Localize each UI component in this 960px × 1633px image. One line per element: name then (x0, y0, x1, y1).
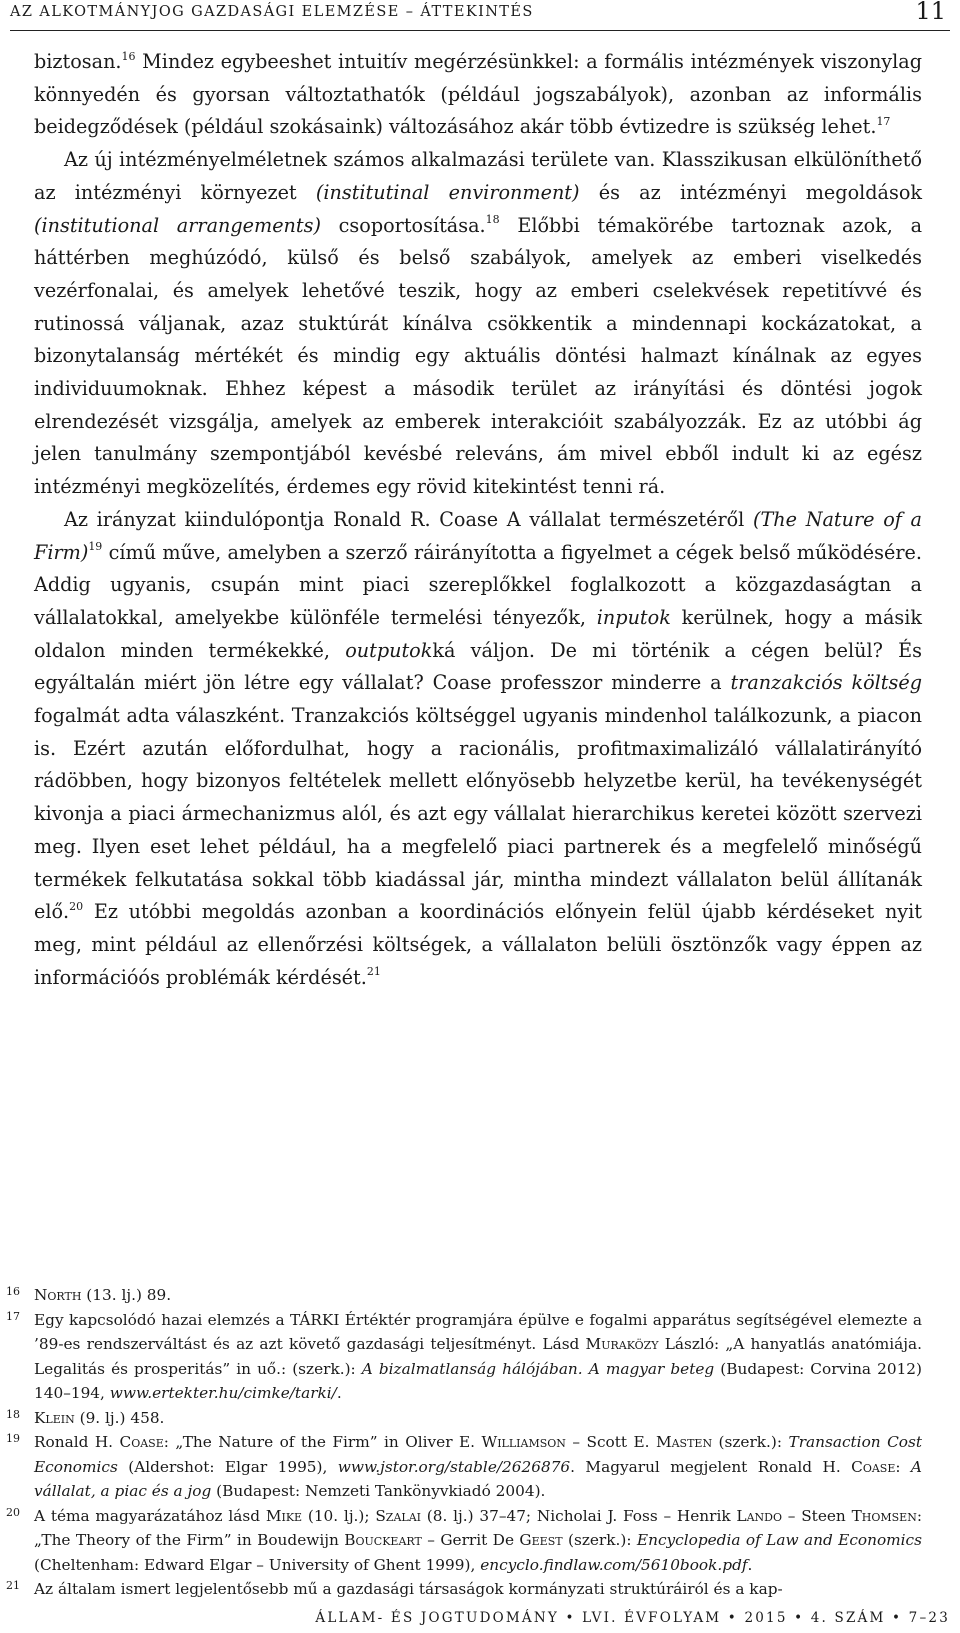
author-name: Williamson (481, 1433, 566, 1451)
text-run: (9. lj.) 458. (74, 1408, 165, 1427)
footnote-16 (6, 1283, 922, 1308)
author-name: Klein (34, 1408, 75, 1427)
footnote-ref-21[interactable]: 21 (366, 965, 381, 979)
text-run: . Magyarul megjelent Ronald H. (570, 1457, 852, 1476)
text-run: : „The Theory of the Firm” in Boudewijn (34, 1506, 922, 1549)
author-name: Coase (119, 1433, 164, 1451)
text-run: Ez utóbbi megoldás azonban a koordinációs előnyein felül újabb kérdéseket nyit meg, mint például az ellenőrzési költségek, a vállalaton belüli ösztönzők vagy éppen az információós problémák kérdését. (34, 900, 922, 989)
text-run: ká váljon. De mi történik a cégen belül? És egyáltalán miért jön létre egy vállalat? Coase professzor minderre a (34, 638, 922, 695)
footnote-number: 20 (6, 1505, 20, 1519)
text-run: Az általam ismert legjelentősebb mű a gazdasági társaságok kormányzati struktúráiról és a kap- (34, 1580, 783, 1598)
italic-term: inputok (596, 605, 671, 629)
text-run: – Gerrit De (421, 1531, 520, 1549)
italic-title: Transaction Cost Economics (34, 1433, 922, 1476)
text-run: (szerk.): (562, 1531, 637, 1549)
text-run: (Budapest: Nemzeti Tankönyvkiadó 2004). (211, 1482, 546, 1500)
italic-term: (institutinal environment) (315, 180, 580, 204)
text-run: (Cheltenham: Edward Elgar – University of Ghent 1999), (34, 1555, 481, 1574)
text-run: (szerk.): (712, 1433, 789, 1451)
italic-title: (The Nature of a Firm) (34, 507, 922, 564)
text-run: A téma magyarázatához lásd (34, 1506, 266, 1525)
footnote-ref-19[interactable]: 19 (88, 540, 103, 554)
author-name: Bouckeart (344, 1531, 422, 1549)
running-head-title: AZ ALKOTMÁNYJOG GAZDASÁGI ELEMZÉSE – ÁTTEKINTÉS (10, 4, 534, 20)
footnote-ref-18[interactable]: 18 (485, 213, 500, 227)
text-run: : „The Nature of the Firm” in Oliver E. (163, 1433, 482, 1451)
text-run: Az új intézményelméletnek számos alkalmazási területe van. Klasszikusan elkülöníthető az intézményi környezet (34, 148, 922, 204)
footnote-ref-17[interactable]: 17 (876, 115, 891, 129)
paragraph-3 (34, 504, 922, 995)
text-run: (Budapest: Corvina 2012) 140–194, (34, 1359, 922, 1402)
footnote-ref-16[interactable]: 16 (121, 49, 136, 63)
author-name: North (34, 1286, 82, 1304)
italic-title: A bizalmatlanság hálójában. A magyar beteg (361, 1359, 715, 1378)
footnote-number: 19 (6, 1432, 20, 1445)
text-run: és az intézményi megoldások (579, 180, 923, 204)
text-run: László: „A hanyatlás anatómiája. Legalitás és prosperitás” in uő.: (szerk.): (34, 1335, 922, 1378)
italic-title: Encyclopedia of Law and Economics (636, 1531, 922, 1549)
footnotes (6, 1283, 922, 1602)
text-run: (8. lj.) 37–47; Nicholai J. Foss – Henrik (421, 1506, 737, 1525)
running-foot: ÁLLAM- ÉS JOGTUDOMÁNY • LVI. ÉVFOLYAM • 2015 • 4. SZÁM • 7–23 (315, 1610, 950, 1626)
text-run: – Steen (782, 1506, 852, 1525)
author-name: Szalai (375, 1506, 421, 1525)
footnote-17 (6, 1308, 922, 1406)
author-name: Coase (851, 1457, 896, 1476)
author-name: Thomsen (851, 1506, 917, 1525)
text-run: Az irányzat kiindulópontja Ronald R. Coase A vállalat természetéről (64, 507, 754, 531)
italic-title: A vállalat, a piac és a jog (34, 1457, 922, 1500)
text-run: csoportosítása. (320, 213, 486, 237)
italic-term: tranzakciós költség (730, 671, 922, 695)
text-run: Egy kapcsolódó hazai elemzés a TÁRKI Értéktér programjára épülve e fogalmi apparátus segítségével elemezte a ’89-es rendszerváltást és az azt követő gazdasági teljesítményt. Lásd (34, 1310, 922, 1353)
paragraph-2 (34, 144, 922, 504)
text-run: Előbbi témakörébe tartoznak azok, a háttérben meghúzódó, külső és belső szabályok, amelyek az emberi viselkedés vezérfonalai, és amelyek lehetővé teszik, hogy az emberi cselekvések repetitívvé és rutinossá váljanak, azaz stuktúrát kínálva csökkentik a mindennapi kockázatokat, a bizonytalanság mértékét és mindig egy aktuális döntési halmazt kínálnak az egyes individuumoknak. Ehhez képest a második terület az irányítási és döntési jogok elrendezését vizsgálja, amelyek az emberek interakcióit szabályozzák. Ez az utóbbi ág jelen tanulmány szempontjából kevésbé releváns, ám mivel ebből indult ki az egész intézményi megközelítés, érdemes egy rövid kitekintést tenni rá. (34, 213, 923, 499)
text-run: fogalmát adta válaszként. Tranzakciós költséggel ugyanis mindenhol találkozunk, a piacon is. Ezért azután előfordulhat, hogy a racionális, profitmaximalizáló vállalatirányító rádöbben, hogy bizonyos feltételek mellett előnyösebb helyzetbe kerül, ha tevékenységét kivonja a piaci ármechanizmus alól, és azt egy vállalat hierarchikus keretei között szervezi meg. Ilyen eset lehet például, ha a megfelelő piaci partnerek és a megfelelő minőségű termékek felkutatása sokkal több kiadással jár, mintha mindezt vállalaton belül állítanák elő. (34, 704, 922, 924)
author-name: Geest (519, 1531, 563, 1549)
text-run: kerülnek, hogy a másik oldalon minden termékekké, (34, 605, 922, 662)
footnote-19 (6, 1430, 922, 1504)
footnote-18 (6, 1406, 922, 1431)
text-run: (Aldershot: Elgar 1995), (117, 1457, 338, 1476)
paragraph-1 (34, 46, 922, 144)
author-name: Mike (265, 1506, 303, 1525)
italic-term: (institutional arrangements) (34, 213, 321, 237)
text-run: Mindez egybeeshet intuitív megérzésünkkel: a formális intézmények viszonylag könnyedén és gyorsan változtathatók (például jogszabályok), azonban az informális beidegződések (például szokásaink) változásához akár több évtizedre is szükség lehet. (34, 50, 922, 139)
page-number: 11 (915, 0, 946, 25)
reference-url[interactable]: encyclo.findlaw.com/5610book.pdf (480, 1555, 748, 1574)
running-head (10, 0, 950, 31)
footnote-21 (6, 1577, 922, 1602)
text-run: (13. lj.) 89. (81, 1286, 172, 1304)
text-run: – Scott E. (565, 1433, 656, 1451)
main-text (34, 46, 922, 994)
footnote-20 (6, 1504, 922, 1578)
text-run: című műve, amelyben a szerző ráirányította a figyelmet a cégek belső működésére. Addig ugyanis, csupán mint piaci szereplőkkel foglalkozott a közgazdaságtan a vállalatokkal, amelyekbe különféle termelési tényezők, (34, 540, 922, 629)
footnote-number: 21 (6, 1579, 20, 1592)
text-run: biztosan. (34, 50, 122, 73)
reference-url[interactable]: www.ertekter.hu/cimke/tarki/ (109, 1384, 337, 1402)
footnote-number: 16 (6, 1285, 20, 1298)
italic-term: outputok (345, 638, 433, 662)
author-name: Muraközy (585, 1335, 659, 1353)
footnote-ref-20[interactable]: 20 (69, 899, 84, 913)
text-run: Ronald H. (34, 1433, 120, 1451)
author-name: Lando (736, 1506, 782, 1525)
text-run: (10. lj.); (302, 1506, 376, 1525)
author-name: Masten (655, 1433, 713, 1451)
reference-url[interactable]: www.jstor.org/stable/2626876 (337, 1457, 571, 1476)
footnote-number: 17 (6, 1309, 20, 1323)
text-run: : (895, 1457, 911, 1476)
footnote-number: 18 (6, 1407, 20, 1421)
text-run: . (336, 1384, 342, 1402)
text-run: . (747, 1555, 753, 1574)
